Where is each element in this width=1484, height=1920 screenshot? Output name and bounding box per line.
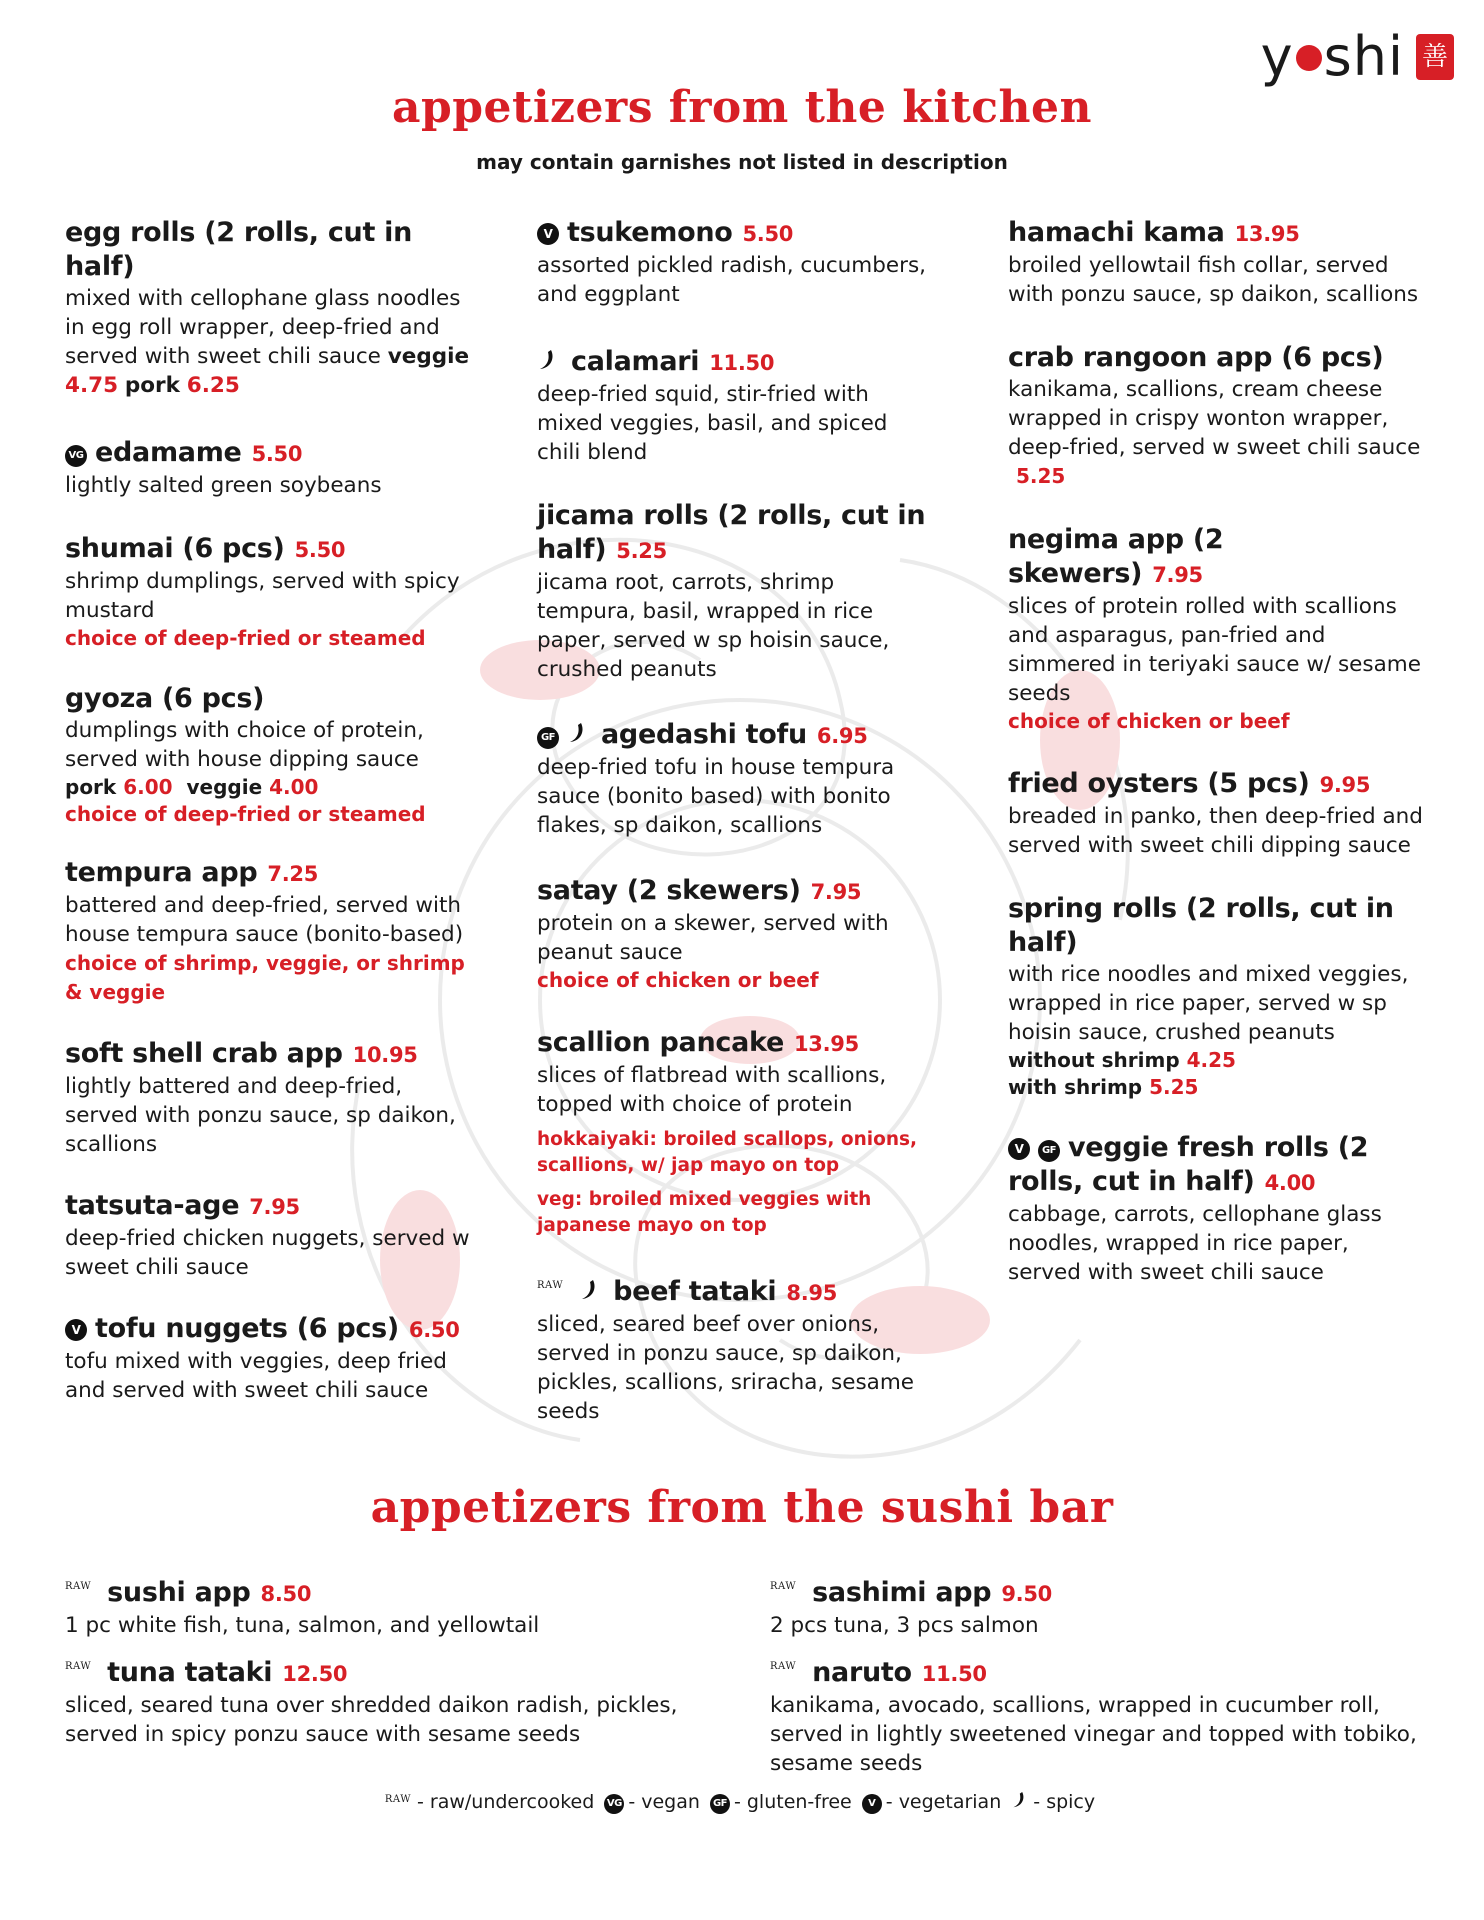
- menu-item-naruto: [770, 1650, 1430, 1778]
- menu-item-spring-rolls: [1008, 892, 1428, 1101]
- item-price: 7.95: [810, 880, 862, 904]
- item-price: 7.95: [249, 1195, 300, 1219]
- item-name: tempura app: [65, 857, 258, 888]
- item-desc: slices of flatbread with scallions, topped with choice of protein: [537, 1063, 887, 1117]
- logo-red-dot: [1296, 45, 1322, 71]
- item-desc: kanikama, scallions, cream cheese wrapped in crispy wonton wrapper, deep-fried, served w sweet chili sauce: [1008, 377, 1421, 460]
- item-desc: 1 pc white fish, tuna, salmon, and yellowtail: [65, 1613, 540, 1638]
- legend-vegan: - vegan: [628, 1791, 700, 1813]
- item-desc: deep-fried tofu in house tempura sauce (bonito based) with bonito flakes, sp daikon, scallions: [537, 755, 895, 838]
- item-price: 9.50: [1001, 1582, 1052, 1606]
- dietary-legend: [0, 1790, 1484, 1814]
- yoshi-logo: [1260, 25, 1454, 88]
- legend-vegetarian: - vegetarian: [885, 1791, 1002, 1813]
- menu-item-crab-rangoon: [1008, 341, 1428, 491]
- option-label: veggie: [387, 344, 470, 369]
- item-note-veg: veg: broiled mixed veggies with japanese mayo on top: [537, 1189, 872, 1236]
- item-price: 6.50: [408, 1318, 460, 1342]
- menu-item-hamachi-kama: [1008, 216, 1428, 309]
- item-name: tsukemono: [567, 217, 733, 248]
- menu-item-soft-shell-crab: [65, 1037, 480, 1159]
- item-price: 8.50: [260, 1582, 312, 1606]
- item-price: 5.25: [1016, 464, 1066, 488]
- gluten-free-badge-icon: GF: [537, 727, 559, 749]
- item-name: fried oysters (5 pcs): [1008, 768, 1310, 799]
- vegetarian-badge-icon: V: [862, 1794, 882, 1814]
- raw-label: RAW: [770, 1581, 797, 1592]
- item-price: 7.95: [1152, 563, 1203, 587]
- menu-item-tuna-tataki: [65, 1650, 745, 1749]
- item-price: 13.95: [793, 1032, 859, 1056]
- menu-item-sashimi-app: [770, 1570, 1470, 1640]
- item-desc: 2 pcs tuna, 3 pcs salmon: [770, 1613, 1039, 1638]
- option-label: without shrimp: [1008, 1048, 1180, 1072]
- item-name: scallion pancake: [537, 1027, 784, 1058]
- vegetarian-badge-icon: V: [1008, 1138, 1030, 1160]
- item-price: 9.95: [1319, 773, 1371, 797]
- item-price: 11.50: [921, 1662, 987, 1686]
- item-note: choice of chicken or beef: [537, 968, 819, 992]
- menu-item-satay: [537, 874, 937, 994]
- item-price: 7.25: [267, 862, 319, 886]
- item-name: tuna tataki: [107, 1657, 273, 1688]
- item-name: naruto: [812, 1657, 912, 1688]
- item-name: shumai (6 pcs): [65, 533, 285, 564]
- option-price: 4.75: [65, 373, 119, 398]
- item-price: 6.95: [816, 724, 868, 748]
- item-price: 5.25: [616, 539, 667, 563]
- item-name: jicama rolls (2 rolls, cut in half): [537, 500, 926, 565]
- item-desc: dumplings with choice of protein, served with house dipping sauce: [65, 718, 424, 772]
- item-desc: broiled yellowtail fish collar, served with ponzu sauce, sp daikon, scallions: [1008, 253, 1419, 307]
- kitchen-column-2: [537, 216, 937, 1460]
- menu-item-negima: [1008, 523, 1428, 735]
- option-price: 5.25: [1149, 1075, 1199, 1099]
- option-label: veggie: [186, 775, 263, 799]
- item-price: 13.95: [1234, 222, 1300, 246]
- item-note: choice of deep-fried or steamed: [65, 802, 426, 826]
- menu-item-scallion-pancake: [537, 1026, 937, 1239]
- raw-label: RAW: [65, 1661, 92, 1672]
- kitchen-section-title: appetizers from the kitchen: [391, 82, 1093, 133]
- menu-item-fried-oysters: [1008, 767, 1428, 860]
- item-note: choice of chicken or beef: [1008, 709, 1290, 733]
- menu-item-veggie-fresh-rolls: [1008, 1131, 1428, 1287]
- menu-item-tofu-nuggets: [65, 1312, 480, 1405]
- option-price: 6.25: [186, 373, 240, 398]
- menu-item-sushi-app: [65, 1570, 765, 1640]
- raw-label: RAW: [384, 1794, 411, 1805]
- item-name: negima app (2 skewers): [1008, 524, 1224, 589]
- item-price: 4.00: [1264, 1171, 1316, 1195]
- kitchen-column-1: [65, 216, 480, 1439]
- item-name: veggie fresh rolls (2 rolls, cut in half): [1008, 1132, 1369, 1197]
- item-note: choice of shrimp, veggie, or shrimp & veggie: [65, 951, 465, 1004]
- item-desc: lightly battered and deep-fried, served with ponzu sauce, sp daikon, scallions: [65, 1074, 456, 1157]
- option-label: pork: [65, 775, 117, 799]
- item-price: 10.95: [352, 1043, 418, 1067]
- item-desc: with rice noodles and mixed veggies, wrapped in rice paper, served w sp hoisin sauce, crushed peanuts: [1008, 962, 1409, 1045]
- item-name: spring rolls (2 rolls, cut in half): [1008, 893, 1394, 958]
- menu-item-jicama-rolls: [537, 499, 937, 684]
- item-name: beef tataki: [613, 1276, 777, 1307]
- item-price: 5.50: [294, 538, 346, 562]
- item-note: choice of deep-fried or steamed: [65, 626, 426, 650]
- item-desc: slices of protein rolled with scallions and asparagus, pan-fried and simmered in teriyaki sauce w/ sesame seeds: [1008, 594, 1421, 706]
- item-price: 5.50: [251, 442, 303, 466]
- chili-pepper-icon: [567, 721, 587, 745]
- menu-item-egg-rolls: [65, 216, 480, 400]
- gluten-free-badge-icon: GF: [1038, 1140, 1060, 1162]
- item-name: soft shell crab app: [65, 1038, 343, 1069]
- vegetarian-badge-icon: V: [537, 223, 559, 245]
- menu-item-tatsuta-age: [65, 1189, 480, 1282]
- item-desc: jicama root, carrots, shrimp tempura, basil, wrapped in rice paper, served w sp hoisin sauce, crushed peanuts: [537, 570, 890, 682]
- item-name: sashimi app: [812, 1577, 992, 1608]
- option-price: 6.00: [123, 775, 173, 799]
- item-desc: sliced, seared tuna over shredded daikon radish, pickles, served in spicy ponzu sauce with sesame seeds: [65, 1693, 678, 1747]
- kitchen-note: may contain garnishes not listed in description: [476, 150, 1008, 174]
- chili-pepper-icon: [579, 1278, 599, 1302]
- chili-pepper-icon: [1011, 1790, 1027, 1810]
- menu-item-beef-tataki: [537, 1269, 937, 1426]
- item-desc: shrimp dumplings, served with spicy mustard: [65, 569, 460, 623]
- option-price: 4.00: [269, 775, 319, 799]
- item-name: agedashi tofu: [601, 719, 807, 750]
- item-desc: cabbage, carrots, cellophane glass noodles, wrapped in rice paper, served with sweet chili sauce: [1008, 1202, 1382, 1285]
- vegetarian-badge-icon: V: [65, 1319, 87, 1341]
- item-name: gyoza (6 pcs): [65, 683, 265, 714]
- menu-item-gyoza: [65, 682, 480, 828]
- item-name: hamachi kama: [1008, 217, 1225, 248]
- kitchen-column-3: [1008, 216, 1428, 1321]
- option-price: 4.25: [1186, 1048, 1236, 1072]
- menu-item-agedashi-tofu: [537, 718, 937, 840]
- item-desc: sliced, seared beef over onions, served in ponzu sauce, sp daikon, pickles, scallions, sriracha, sesame seeds: [537, 1312, 915, 1424]
- chili-pepper-icon: [537, 348, 557, 372]
- raw-label: RAW: [537, 1280, 564, 1291]
- item-desc: assorted pickled radish, cucumbers, and eggplant: [537, 253, 927, 307]
- vegan-badge-icon: VG: [65, 445, 87, 467]
- sushi-section-title: appetizers from the sushi bar: [370, 1482, 1114, 1533]
- item-price: 5.50: [742, 222, 794, 246]
- raw-label: RAW: [65, 1581, 92, 1592]
- item-desc: lightly salted green soybeans: [65, 473, 382, 498]
- legend-gluten-free: - gluten-free: [733, 1791, 852, 1813]
- item-desc: battered and deep-fried, served with house tempura sauce (bonito-based): [65, 893, 464, 947]
- item-name: crab rangoon app (6 pcs): [1008, 342, 1384, 373]
- item-desc: deep-fried squid, stir-fried with mixed veggies, basil, and spiced chili blend: [537, 382, 888, 465]
- menu-item-tempura-app: [65, 856, 480, 1007]
- raw-label: RAW: [770, 1661, 797, 1672]
- legend-spicy: - spicy: [1033, 1791, 1096, 1813]
- item-name: egg rolls (2 rolls, cut in half): [65, 217, 413, 282]
- menu-item-edamame: [65, 436, 480, 500]
- item-name: sushi app: [107, 1577, 251, 1608]
- item-price: 12.50: [282, 1662, 348, 1686]
- option-label: with shrimp: [1008, 1075, 1143, 1099]
- menu-item-shumai: [65, 532, 480, 652]
- vegan-badge-icon: VG: [604, 1794, 624, 1814]
- item-name: tatsuta-age: [65, 1190, 240, 1221]
- item-desc: breaded in panko, then deep-fried and served with sweet chili dipping sauce: [1008, 804, 1423, 858]
- item-name: satay (2 skewers): [537, 875, 801, 906]
- menu-item-calamari: [537, 345, 937, 467]
- item-name: tofu nuggets (6 pcs): [95, 1313, 399, 1344]
- option-label: pork: [124, 373, 180, 398]
- item-price: 8.95: [786, 1281, 838, 1305]
- logo-seal: 善: [1416, 34, 1454, 80]
- item-name: edamame: [95, 437, 242, 468]
- item-name: calamari: [571, 346, 700, 377]
- item-desc: tofu mixed with veggies, deep fried and served with sweet chili sauce: [65, 1349, 447, 1403]
- item-desc: kanikama, avocado, scallions, wrapped in cucumber roll, served in lightly sweetened vinegar and topped with tobiko, sesame seeds: [770, 1693, 1417, 1776]
- item-desc: protein on a skewer, served with peanut sauce: [537, 911, 889, 965]
- legend-raw: - raw/undercooked: [417, 1791, 595, 1813]
- item-desc: mixed with cellophane glass noodles in egg roll wrapper, deep-fried and served with sweet chili sauce: [65, 286, 461, 369]
- item-desc: deep-fried chicken nuggets, served w sweet chili sauce: [65, 1226, 470, 1280]
- item-price: 11.50: [709, 351, 775, 375]
- item-note-hokkaiyaki: hokkaiyaki: broiled scallops, onions, scallions, w/ jap mayo on top: [537, 1129, 918, 1176]
- logo-wordmark: y shi: [1260, 25, 1404, 88]
- gluten-free-badge-icon: GF: [710, 1794, 730, 1814]
- menu-item-tsukemono: [537, 216, 937, 309]
